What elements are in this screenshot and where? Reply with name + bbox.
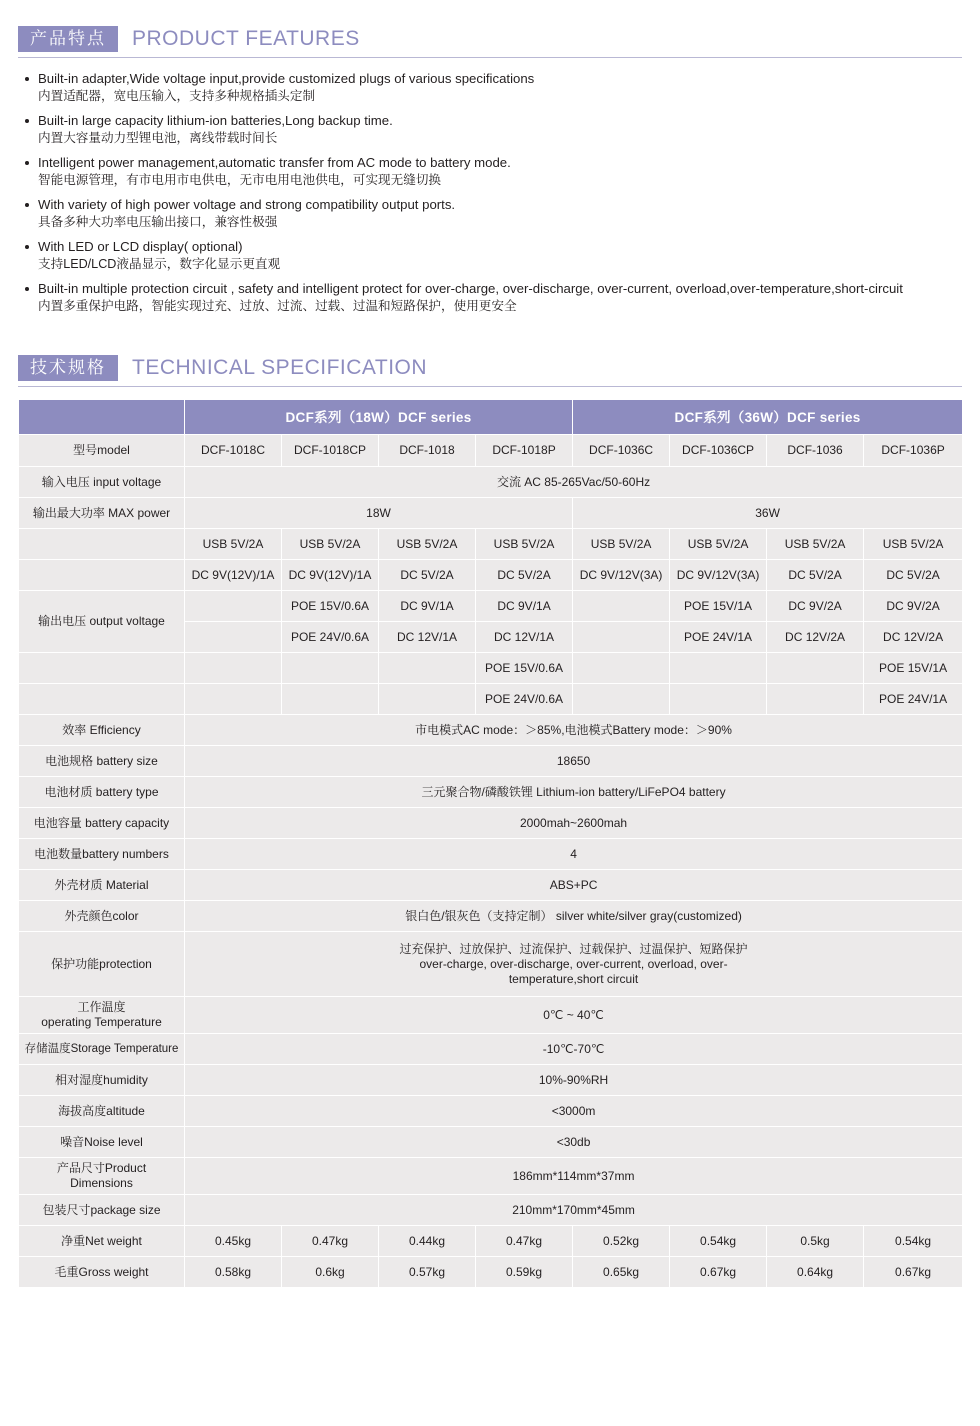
output-voltage-cell: DC 9V(12V)/1A [282, 560, 379, 591]
output-voltage-cell [573, 653, 670, 684]
row-label-input-voltage: 输入电压 input voltage [19, 467, 185, 498]
row-label-battery-type: 电池材质 battery type [19, 777, 185, 808]
net-weight-cell: 0.54kg [670, 1226, 767, 1257]
row-label-battery-numbers: 电池数量battery numbers [19, 839, 185, 870]
table-row [19, 746, 963, 777]
list-item [18, 70, 962, 105]
dimensions-label-line1: 产品尺寸Product [56, 1161, 147, 1175]
feature-text-en: Intelligent power management,automatic transfer from AC mode to battery mode. [38, 155, 511, 170]
output-voltage-cell: DC 5V/2A [476, 560, 573, 591]
table-row [19, 715, 963, 746]
material-value: ABS+PC [185, 870, 963, 901]
protection-value [185, 932, 963, 997]
table-row [19, 591, 963, 622]
protection-line-en-1: over-charge, over-discharge, over-current, overload, over- [419, 956, 728, 971]
feature-text-en: With LED or LCD display( optional) [38, 239, 243, 254]
model-cell: DCF-1018P [476, 435, 573, 467]
technical-specification-header [18, 355, 962, 384]
output-voltage-cell [767, 684, 864, 715]
features-divider [18, 57, 962, 58]
output-voltage-cell: POE 24V/1A [864, 684, 963, 715]
output-voltage-cell: POE 15V/1A [670, 591, 767, 622]
output-voltage-cell [670, 653, 767, 684]
battery-size-value: 18650 [185, 746, 963, 777]
product-features-list [18, 70, 962, 315]
output-voltage-cell: POE 24V/1A [670, 622, 767, 653]
row-label-package-size: 包装尺寸package size [19, 1195, 185, 1226]
model-cell: DCF-1018 [379, 435, 476, 467]
feature-text-cn: 内置大容量动力型锂电池，离线带载时间长 [38, 131, 278, 145]
output-voltage-cell: USB 5V/2A [670, 529, 767, 560]
table-row [19, 1127, 963, 1158]
output-voltage-label-spacer [19, 653, 185, 684]
row-label-storage-temperature: 存储温度Storage Temperature [19, 1034, 185, 1065]
row-label-max-power: 输出最大功率 MAX power [19, 498, 185, 529]
model-cell: DCF-1036C [573, 435, 670, 467]
output-voltage-cell [573, 622, 670, 653]
row-label-color: 外壳颜色color [19, 901, 185, 932]
table-row [19, 1195, 963, 1226]
table-row [19, 839, 963, 870]
row-label-battery-size: 电池规格 battery size [19, 746, 185, 777]
altitude-value: <3000m [185, 1096, 963, 1127]
group-header-36w: DCF系列（36W）DCF series [573, 400, 963, 435]
tech-spec-title-en: TECHNICAL SPECIFICATION [132, 356, 428, 379]
output-voltage-cell: DC 5V/2A [864, 560, 963, 591]
row-label-material: 外壳材质 Material [19, 870, 185, 901]
operating-temp-label-en: operating Temperature [41, 1015, 162, 1029]
output-voltage-cell: DC 9V/12V(3A) [670, 560, 767, 591]
list-item [18, 112, 962, 147]
list-item [18, 154, 962, 189]
gross-weight-cell: 0.57kg [379, 1257, 476, 1288]
datasheet-page [0, 26, 980, 1426]
tech-spec-title-cn: 技术规格 [18, 355, 118, 381]
gross-weight-cell: 0.6kg [282, 1257, 379, 1288]
max-power-18w: 18W [185, 498, 573, 529]
battery-capacity-value: 2000mah~2600mah [185, 808, 963, 839]
table-row [19, 560, 963, 591]
output-voltage-cell [670, 684, 767, 715]
net-weight-cell: 0.44kg [379, 1226, 476, 1257]
feature-text-cn: 具备多种大功率电压输出接口，兼容性极强 [38, 215, 278, 229]
table-row [19, 653, 963, 684]
table-row [19, 1034, 963, 1065]
battery-numbers-value: 4 [185, 839, 963, 870]
table-row [19, 1158, 963, 1195]
net-weight-cell: 0.47kg [282, 1226, 379, 1257]
spec-divider [18, 386, 962, 387]
table-row [19, 870, 963, 901]
feature-text-cn: 智能电源管理，有市电用市电供电，无市电用电池供电，可实现无缝切换 [38, 173, 441, 187]
spec-table-container [18, 399, 962, 1288]
row-label-noise: 噪音Noise level [19, 1127, 185, 1158]
row-label-model: 型号model [19, 435, 185, 467]
protection-line-en-2: temperature,short circuit [508, 971, 639, 986]
output-voltage-cell [767, 653, 864, 684]
output-voltage-cell [282, 684, 379, 715]
net-weight-cell: 0.5kg [767, 1226, 864, 1257]
table-row [19, 400, 963, 435]
model-cell: DCF-1018C [185, 435, 282, 467]
output-voltage-cell: DC 5V/2A [379, 560, 476, 591]
output-voltage-cell: POE 24V/0.6A [476, 684, 573, 715]
feature-text-en: Built-in adapter,Wide voltage input,provide customized plugs of various specifications [38, 71, 535, 86]
row-label-efficiency: 效率 Efficiency [19, 715, 185, 746]
list-item [18, 238, 962, 273]
output-voltage-cell: DC 5V/2A [767, 560, 864, 591]
gross-weight-cell: 0.67kg [864, 1257, 963, 1288]
output-voltage-cell [573, 684, 670, 715]
feature-text-en: Built-in multiple protection circuit , safety and intelligent protect for over-charge, over-discharge, over-current, overload,over-temperature,short-circuit [38, 281, 903, 296]
output-voltage-cell: DC 12V/1A [476, 622, 573, 653]
output-voltage-cell: DC 12V/1A [379, 622, 476, 653]
gross-weight-cell: 0.67kg [670, 1257, 767, 1288]
group-header-blank [19, 400, 185, 435]
row-label-operating-temperature [19, 997, 185, 1034]
net-weight-cell: 0.54kg [864, 1226, 963, 1257]
output-voltage-cell: USB 5V/2A [476, 529, 573, 560]
package-size-value: 210mm*170mm*45mm [185, 1195, 963, 1226]
input-voltage-value: 交流 AC 85-265Vac/50-60Hz [185, 467, 963, 498]
output-voltage-cell: DC 9V/12V(3A) [573, 560, 670, 591]
operating-temperature-value: 0℃ ~ 40℃ [185, 997, 963, 1034]
model-cell: DCF-1018CP [282, 435, 379, 467]
row-label-output-voltage: 输出电压 output voltage [19, 591, 185, 653]
row-label-net-weight: 净重Net weight [19, 1226, 185, 1257]
feature-text-en: With variety of high power voltage and strong compatibility output ports. [38, 197, 456, 212]
battery-type-value: 三元聚合物/磷酸铁锂 Lithium-ion battery/LiFePO4 battery [185, 777, 963, 808]
gross-weight-cell: 0.58kg [185, 1257, 282, 1288]
max-power-36w: 36W [573, 498, 963, 529]
dimensions-value: 186mm*114mm*37mm [185, 1158, 963, 1195]
output-voltage-cell: DC 9V/1A [379, 591, 476, 622]
table-row [19, 467, 963, 498]
feature-text-en: Built-in large capacity lithium-ion batteries,Long backup time. [38, 113, 393, 128]
gross-weight-cell: 0.64kg [767, 1257, 864, 1288]
output-voltage-label-spacer [19, 560, 185, 591]
output-voltage-cell [185, 653, 282, 684]
table-row [19, 1257, 963, 1288]
table-row [19, 1065, 963, 1096]
storage-temperature-value: -10℃-70℃ [185, 1034, 963, 1065]
output-voltage-cell [185, 684, 282, 715]
operating-temp-label-cn: 工作温度 [77, 1000, 126, 1014]
row-label-battery-capacity: 电池容量 battery capacity [19, 808, 185, 839]
output-voltage-cell: USB 5V/2A [864, 529, 963, 560]
table-row [19, 498, 963, 529]
row-label-humidity: 相对湿度humidity [19, 1065, 185, 1096]
output-voltage-cell: USB 5V/2A [282, 529, 379, 560]
output-voltage-cell: DC 9V/2A [767, 591, 864, 622]
row-label-dimensions [19, 1158, 185, 1195]
dimensions-label-line2: Dimensions [70, 1176, 133, 1190]
output-voltage-label-spacer [19, 684, 185, 715]
net-weight-cell: 0.47kg [476, 1226, 573, 1257]
noise-value: <30db [185, 1127, 963, 1158]
output-voltage-cell [185, 622, 282, 653]
product-features-title-cn: 产品特点 [18, 26, 118, 52]
output-voltage-cell [573, 591, 670, 622]
output-voltage-cell [379, 684, 476, 715]
protection-line-cn: 过充保护、过放保护、过流保护、过载保护、过温保护、短路保护 [399, 941, 748, 956]
output-voltage-cell: DC 12V/2A [767, 622, 864, 653]
row-label-gross-weight: 毛重Gross weight [19, 1257, 185, 1288]
efficiency-value: 市电模式AC mode：＞85%,电池模式Battery mode：＞90% [185, 715, 963, 746]
output-voltage-cell: DC 9V(12V)/1A [185, 560, 282, 591]
humidity-value: 10%-90%RH [185, 1065, 963, 1096]
output-voltage-cell: DC 12V/2A [864, 622, 963, 653]
table-row [19, 901, 963, 932]
output-voltage-cell: DC 9V/2A [864, 591, 963, 622]
feature-text-cn: 内置多重保护电路，智能实现过充、过放、过流、过载、过温和短路保护，使用更安全 [38, 299, 517, 313]
model-cell: DCF-1036 [767, 435, 864, 467]
output-voltage-cell: USB 5V/2A [573, 529, 670, 560]
table-row [19, 777, 963, 808]
feature-text-cn: 支持LED/LCD液晶显示，数字化显示更直观 [38, 257, 281, 271]
row-label-protection: 保护功能protection [19, 932, 185, 997]
model-cell: DCF-1036CP [670, 435, 767, 467]
table-row [19, 684, 963, 715]
net-weight-cell: 0.52kg [573, 1226, 670, 1257]
list-item [18, 196, 962, 231]
output-voltage-cell: USB 5V/2A [379, 529, 476, 560]
product-features-header [18, 26, 962, 55]
color-value: 银白色/银灰色（支持定制） silver white/silver gray(customized) [185, 901, 963, 932]
net-weight-cell: 0.45kg [185, 1226, 282, 1257]
output-voltage-cell: POE 15V/0.6A [282, 591, 379, 622]
output-voltage-cell [185, 591, 282, 622]
product-features-title-en: PRODUCT FEATURES [132, 27, 360, 50]
table-row [19, 932, 963, 997]
output-voltage-cell: USB 5V/2A [185, 529, 282, 560]
output-voltage-label-spacer [19, 529, 185, 560]
gross-weight-cell: 0.65kg [573, 1257, 670, 1288]
gross-weight-cell: 0.59kg [476, 1257, 573, 1288]
output-voltage-cell [379, 653, 476, 684]
output-voltage-cell: POE 24V/0.6A [282, 622, 379, 653]
table-row [19, 435, 963, 467]
table-row [19, 529, 963, 560]
output-voltage-cell: POE 15V/0.6A [476, 653, 573, 684]
row-label-altitude: 海拔高度altitude [19, 1096, 185, 1127]
feature-text-cn: 内置适配器，宽电压输入，支持多种规格插头定制 [38, 89, 316, 103]
table-row [19, 1096, 963, 1127]
output-voltage-cell: DC 9V/1A [476, 591, 573, 622]
output-voltage-cell: POE 15V/1A [864, 653, 963, 684]
group-header-18w: DCF系列（18W）DCF series [185, 400, 573, 435]
specification-table [18, 399, 963, 1288]
table-row [19, 997, 963, 1034]
table-row [19, 1226, 963, 1257]
list-item [18, 280, 962, 315]
model-cell: DCF-1036P [864, 435, 963, 467]
table-row [19, 808, 963, 839]
output-voltage-cell [282, 653, 379, 684]
output-voltage-cell: USB 5V/2A [767, 529, 864, 560]
